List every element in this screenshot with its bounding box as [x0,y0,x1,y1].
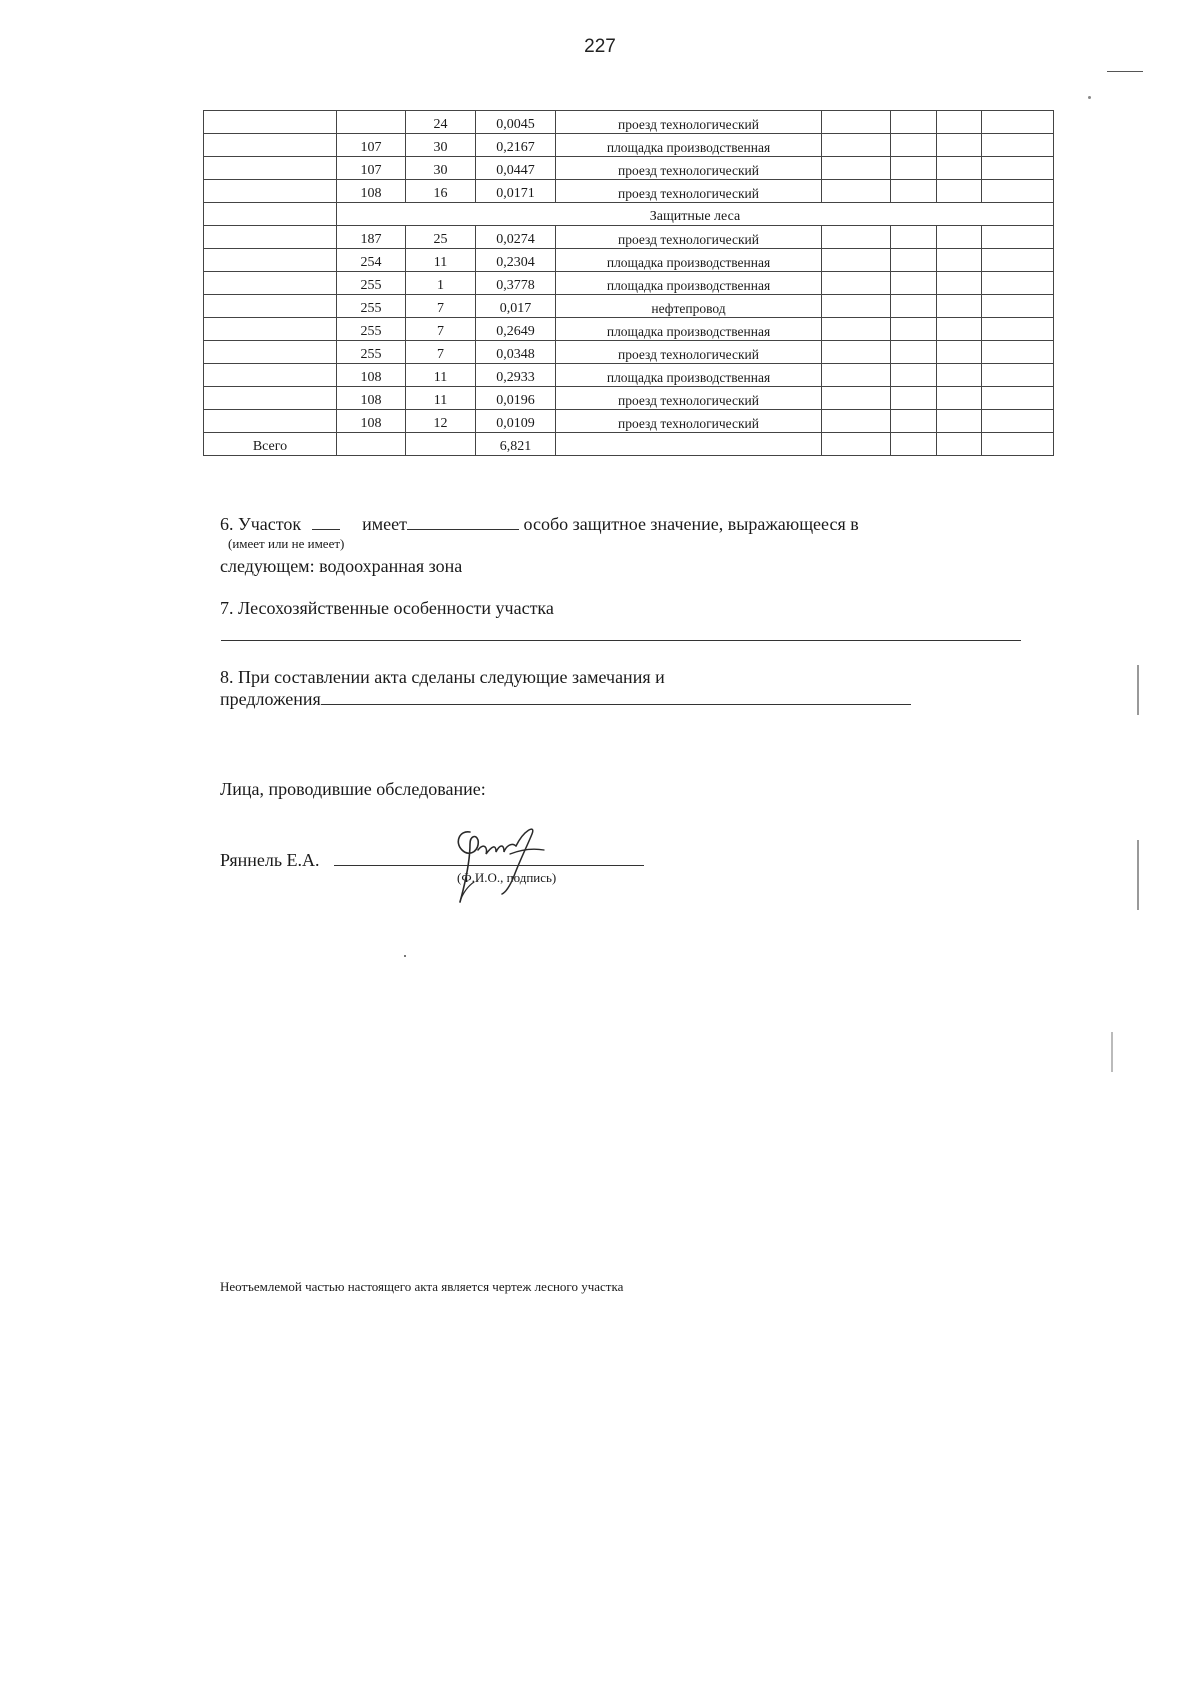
cell-area: 0,0348 [476,341,556,364]
cell-empty [891,341,937,364]
scan-edge-mark [1107,71,1143,72]
cell-empty [891,433,937,456]
total-label-cell: Всего [204,433,337,456]
cell-empty [937,364,982,387]
cell-empty [406,433,476,456]
cell-empty [937,226,982,249]
cell-empty [982,226,1054,249]
cell-empty [891,364,937,387]
cell-area: 0,0045 [476,111,556,134]
cell-category [204,272,337,295]
item-7-blank-line [221,640,1021,641]
cell-empty [937,249,982,272]
table-row [204,249,1054,272]
item-6-middle: имеет [362,514,408,534]
cell-division: 1 [406,272,476,295]
cell-category [204,295,337,318]
table-row [204,318,1054,341]
cell-usage-type: проезд технологический [556,341,822,364]
item-6-line-1 [220,513,859,535]
cell-division: 7 [406,341,476,364]
cell-empty [891,111,937,134]
cell-quarter: 255 [337,295,406,318]
cell-empty [822,341,891,364]
section-title-cell: Защитные леса [337,203,1054,226]
cell-empty [982,387,1054,410]
cell-empty [937,341,982,364]
signer-line [220,849,644,871]
cell-category [204,341,337,364]
table-row [204,226,1054,249]
cell-empty [822,134,891,157]
cell-empty [891,249,937,272]
item-6-prefix: 6. Участок [220,514,302,534]
cell-quarter: 255 [337,272,406,295]
cell-area: 0,2649 [476,318,556,341]
item-6-line-2: следующем: водоохранная зона [220,556,463,576]
cell-division: 12 [406,410,476,433]
cell-area: 0,0171 [476,180,556,203]
cell-usage-type: площадка производственная [556,272,822,295]
scan-speck [404,955,406,957]
cell-quarter: 255 [337,341,406,364]
cell-empty [822,249,891,272]
cell-quarter: 108 [337,180,406,203]
table-row [204,111,1054,134]
cell-usage-type: площадка производственная [556,364,822,387]
cell-usage-type: проезд технологический [556,410,822,433]
cell-category [204,387,337,410]
item-6-hint: (имеет или не имеет) [228,536,345,551]
cell-category [204,249,337,272]
scan-edge-mark [1111,1032,1113,1072]
cell-empty [822,111,891,134]
cell-area: 0,0109 [476,410,556,433]
footnote: Неотъемлемой частью настоящего акта является чертеж лесного участка [220,1279,624,1294]
cell-quarter: 108 [337,387,406,410]
cell-area: 0,2167 [476,134,556,157]
cell-area: 0,3778 [476,272,556,295]
total-area-cell: 6,821 [476,433,556,456]
cell-area: 0,017 [476,295,556,318]
scan-edge-mark [1137,840,1139,910]
item-7-text: 7. Лесохозяйственные особенности участка [220,598,554,618]
cell-category [204,180,337,203]
cell-division: 7 [406,295,476,318]
cell-usage-type: проезд технологический [556,226,822,249]
cell-empty [891,318,937,341]
item-8-blank-line [321,688,911,705]
table-row [204,134,1054,157]
cell-empty [822,180,891,203]
cell-area: 0,0447 [476,157,556,180]
cell-quarter: 107 [337,157,406,180]
cell-empty [822,226,891,249]
cell-empty [937,387,982,410]
cell-empty [982,410,1054,433]
cell-empty [822,387,891,410]
cell-usage-type: проезд технологический [556,111,822,134]
cell-quarter: 108 [337,410,406,433]
cell-empty [891,226,937,249]
scan-edge-mark [1137,665,1139,715]
cell-empty [822,295,891,318]
cell-usage-type: площадка производственная [556,318,822,341]
cell-empty [982,364,1054,387]
cell-empty [891,134,937,157]
cell-empty [982,295,1054,318]
cell-empty [822,157,891,180]
item-6-suffix: особо защитное значение, выражающееся в [523,514,859,534]
cell-empty [937,111,982,134]
cell-area: 0,2304 [476,249,556,272]
cell-category [204,203,337,226]
handwritten-signature [440,820,570,920]
cell-empty [822,433,891,456]
cell-empty [891,387,937,410]
cell-category [204,157,337,180]
cell-area: 0,0196 [476,387,556,410]
signer-name: Ряннель Е.А. [220,850,320,870]
cell-empty [937,295,982,318]
cell-usage-type: проезд технологический [556,387,822,410]
cell-empty [822,318,891,341]
table-row [204,157,1054,180]
cell-division: 7 [406,318,476,341]
cell-empty [891,272,937,295]
cell-division: 30 [406,157,476,180]
table-row [204,180,1054,203]
item-8-line-1: 8. При составлении акта сделаны следующие замечания и [220,667,665,687]
cell-quarter [337,111,406,134]
item-6-blank-2 [407,513,519,530]
item-8-line-2-text: предложения [220,689,321,709]
cell-area: 0,0274 [476,226,556,249]
table-body [204,111,1054,456]
cell-usage-type: проезд технологический [556,180,822,203]
table-row [204,295,1054,318]
cell-usage-type: площадка производственная [556,134,822,157]
cell-empty [937,410,982,433]
cell-quarter: 254 [337,249,406,272]
cell-empty [822,364,891,387]
cell-usage-type: площадка производственная [556,249,822,272]
table-row [204,410,1054,433]
cell-empty [822,272,891,295]
cell-empty [556,433,822,456]
cell-empty [982,249,1054,272]
cell-empty [891,295,937,318]
cell-division: 24 [406,111,476,134]
cell-empty [937,157,982,180]
cell-empty [982,111,1054,134]
cell-empty [891,180,937,203]
cell-category [204,410,337,433]
item-8-line-2 [220,688,911,710]
land-plots-table-grid [203,110,1054,456]
cell-empty [982,134,1054,157]
cell-category [204,111,337,134]
cell-empty [937,272,982,295]
cell-empty [982,318,1054,341]
cell-division: 16 [406,180,476,203]
cell-quarter: 108 [337,364,406,387]
signature-hint: (Ф.И.О., подпись) [457,870,557,885]
cell-empty [891,157,937,180]
cell-empty [937,318,982,341]
cell-empty [982,433,1054,456]
cell-quarter: 187 [337,226,406,249]
table-total-row [204,433,1054,456]
cell-empty [891,410,937,433]
cell-quarter: 255 [337,318,406,341]
cell-usage-type: нефтепровод [556,295,822,318]
cell-category [204,364,337,387]
cell-division: 11 [406,387,476,410]
cell-division: 25 [406,226,476,249]
cell-division: 30 [406,134,476,157]
table-section-row [204,203,1054,226]
cell-empty [822,410,891,433]
table-row [204,364,1054,387]
persons-heading: Лица, проводившие обследование: [220,779,486,799]
table-row [204,341,1054,364]
table-row [204,387,1054,410]
cell-usage-type: проезд технологический [556,157,822,180]
cell-empty [982,272,1054,295]
cell-category [204,226,337,249]
cell-category [204,318,337,341]
land-plots-table [203,110,1054,456]
cell-empty [982,341,1054,364]
page-number: 227 [584,36,616,57]
cell-empty [982,157,1054,180]
table-row [204,272,1054,295]
item-6-blank-1 [312,513,340,530]
cell-empty [937,180,982,203]
cell-category [204,134,337,157]
scan-speck [1088,96,1091,99]
cell-empty [937,433,982,456]
cell-division: 11 [406,364,476,387]
cell-area: 0,2933 [476,364,556,387]
cell-empty [982,180,1054,203]
cell-empty [337,433,406,456]
cell-quarter: 107 [337,134,406,157]
cell-division: 11 [406,249,476,272]
cell-empty [937,134,982,157]
